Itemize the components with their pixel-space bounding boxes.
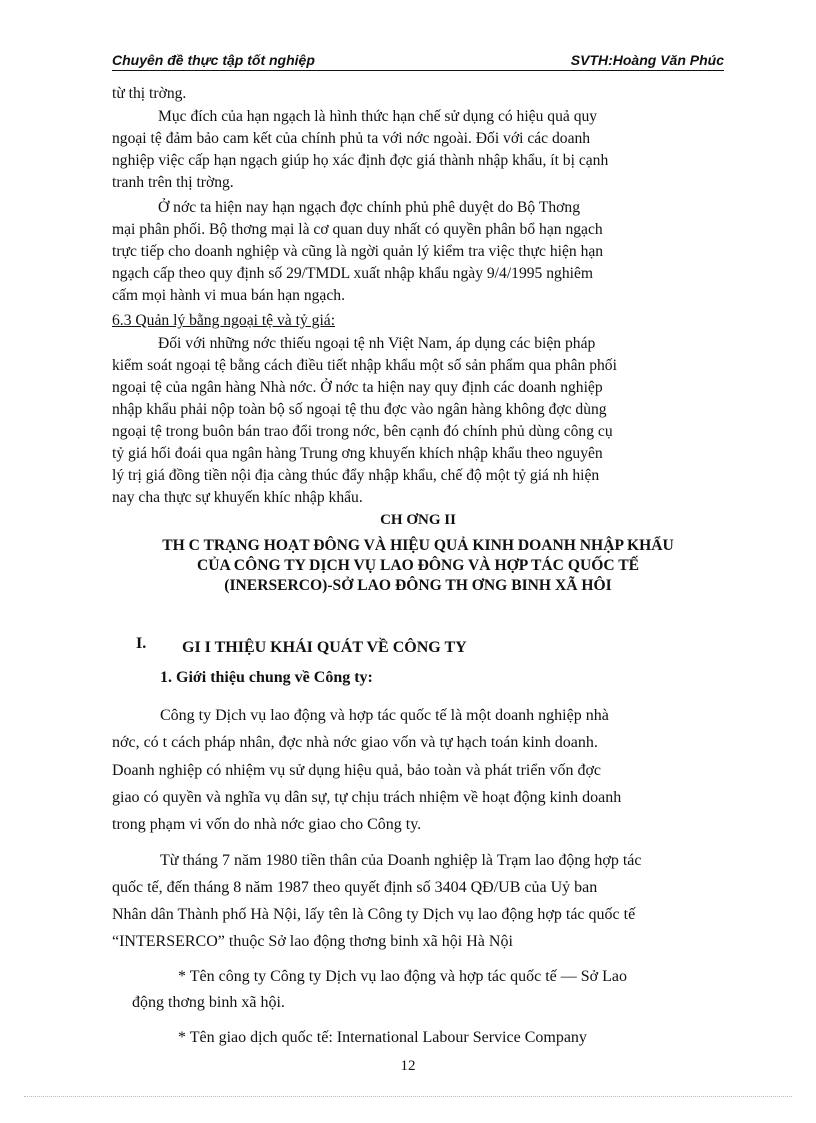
paragraph-line: quốc tế, đến tháng 8 năm 1987 theo quyết định số 3404 QĐ/UB của Uỷ ban bbox=[112, 879, 598, 896]
paragraph-line: nớc, có t cách pháp nhân, đợc nhà nớc giao vốn và tự hạch toán kinh doanh. bbox=[112, 734, 598, 751]
paragraph-line: nay cha thực sự khuyến khíc nhập khẩu. bbox=[112, 489, 363, 506]
bullet-line: * Tên công ty Công ty Dịch vụ lao động và hợp tác quốc tế — Sở Lao bbox=[178, 968, 627, 985]
header-thesis-title: Chuyên đề thực tập tốt nghiệp bbox=[112, 52, 315, 68]
part-numeral: I. bbox=[136, 635, 147, 652]
header-student-name: SVTH:Hoàng Văn Phúc bbox=[570, 52, 724, 68]
paragraph-line: ngoại tệ đảm bảo cam kết của chính phủ ta với nớc ngoài. Đối với các doanh bbox=[112, 130, 591, 147]
paragraph-line: cấm mọi hành vi mua bán hạn ngạch. bbox=[112, 287, 345, 304]
paragraph-line: trong phạm vi vốn do nhà nớc giao cho Công ty. bbox=[112, 816, 422, 833]
part-title: GI I THIỆU KHÁI QUÁT VỀ CÔNG TY bbox=[182, 639, 467, 656]
paragraph-line: mại phân phối. Bộ thơng mại là cơ quan duy nhất có quyền phân bổ hạn ngạch bbox=[112, 221, 603, 238]
chapter-title-line: TH C TRẠNG HOẠT ĐÔNG VÀ HIỆU QUẢ KINH DOANH NHẬP KHẨU bbox=[162, 537, 674, 554]
paragraph-line: giao có quyền và nghĩa vụ dân sự, tự chịu trách nhiệm về hoạt động kinh doanh bbox=[112, 789, 622, 806]
subsection-heading: 1. Giới thiệu chung về Công ty: bbox=[160, 669, 373, 686]
paragraph-line: ngạch cấp theo quy định số 29/TMDL xuất nhập khẩu ngày 9/4/1995 nghiêm bbox=[112, 265, 594, 282]
paragraph-line: kiểm soát ngoại tệ bằng cách điều tiết nhập khẩu một số sản phẩm qua phân phối bbox=[112, 357, 617, 374]
paragraph-line: “INTERSERCO” thuộc Sở lao động thơng binh xã hội Hà Nội bbox=[112, 933, 513, 950]
paragraph-line: Ở nớc ta hiện nay hạn ngạch đợc chính phủ phê duyệt do Bộ Thơng bbox=[158, 199, 580, 216]
paragraph-line: tranh trên thị trờng. bbox=[112, 174, 234, 191]
paragraph-line: nghiệp việc cấp hạn ngạch giúp họ xác định đợc giá thành nhập khẩu, ít bị cạnh bbox=[112, 152, 609, 169]
paragraph-line: Nhân dân Thành phố Hà Nội, lấy tên là Công ty Dịch vụ lao động hợp tác quốc tế bbox=[112, 906, 636, 923]
paragraph-line: Đối với những nớc thiếu ngoại tệ nh Việt Nam, áp dụng các biện pháp bbox=[158, 335, 596, 352]
page-header bbox=[112, 50, 724, 71]
chapter-label: CH ƠNG II bbox=[380, 512, 456, 528]
paragraph-line: tỷ giá hối đoái qua ngân hàng Trung ơng khuyến khích nhập khẩu theo nguyên bbox=[112, 445, 603, 462]
chapter-title-line: (INERSERCO)-SỞ LAO ĐÔNG TH ƠNG BINH XÃ HÔI bbox=[224, 577, 612, 594]
paragraph-line: lý trị giá đồng tiền nội địa càng thúc đẩy nhập khẩu, chế độ một tỷ giá nh hiện bbox=[112, 467, 600, 484]
paragraph-line: Doanh nghiệp có nhiệm vụ sử dụng hiệu quả, bảo toàn và phát triển vốn đợc bbox=[112, 762, 602, 779]
paragraph-line: nhập khẩu phải nộp toàn bộ số ngoại tệ thu đợc vào ngân hàng không đợc dùng bbox=[112, 401, 607, 418]
paragraph-line: ngoại tệ trong buôn bán trao đổi trong nớc, bên cạnh đó chính phủ dùng công cụ bbox=[112, 423, 613, 440]
chapter-title-line: CỦA CÔNG TY DỊCH VỤ LAO ĐÔNG VÀ HỢP TÁC QUỐC TẾ bbox=[196, 557, 640, 574]
paragraph-line: ngoại tệ của ngân hàng Nhà nớc. Ở nớc ta hiện nay quy định các doanh nghiệp bbox=[112, 379, 603, 396]
page-bottom-divider bbox=[24, 1096, 792, 1097]
bullet-line: * Tên giao dịch quốc tế: International Labour Service Company bbox=[178, 1029, 587, 1046]
page-number: 12 bbox=[400, 1058, 416, 1074]
paragraph-line: từ thị trờng. bbox=[112, 85, 187, 102]
bullet-line: động thơng binh xã hội. bbox=[132, 994, 285, 1011]
paragraph-line: Từ tháng 7 năm 1980 tiền thân của Doanh nghiệp là Trạm lao động hợp tác bbox=[160, 852, 642, 869]
section-heading-6-3: 6.3 Quản lý bằng ngoại tệ và tỷ giá: bbox=[112, 312, 336, 329]
paragraph-line: Mục đích của hạn ngạch là hình thức hạn chế sử dụng có hiệu quả quy bbox=[158, 108, 598, 125]
paragraph-line: trực tiếp cho doanh nghiệp và cũng là ngời quản lý kiểm tra việc thực hiện hạn bbox=[112, 243, 604, 260]
paragraph-line: Công ty Dịch vụ lao động và hợp tác quốc tế là một doanh nghiệp nhà bbox=[160, 707, 609, 724]
